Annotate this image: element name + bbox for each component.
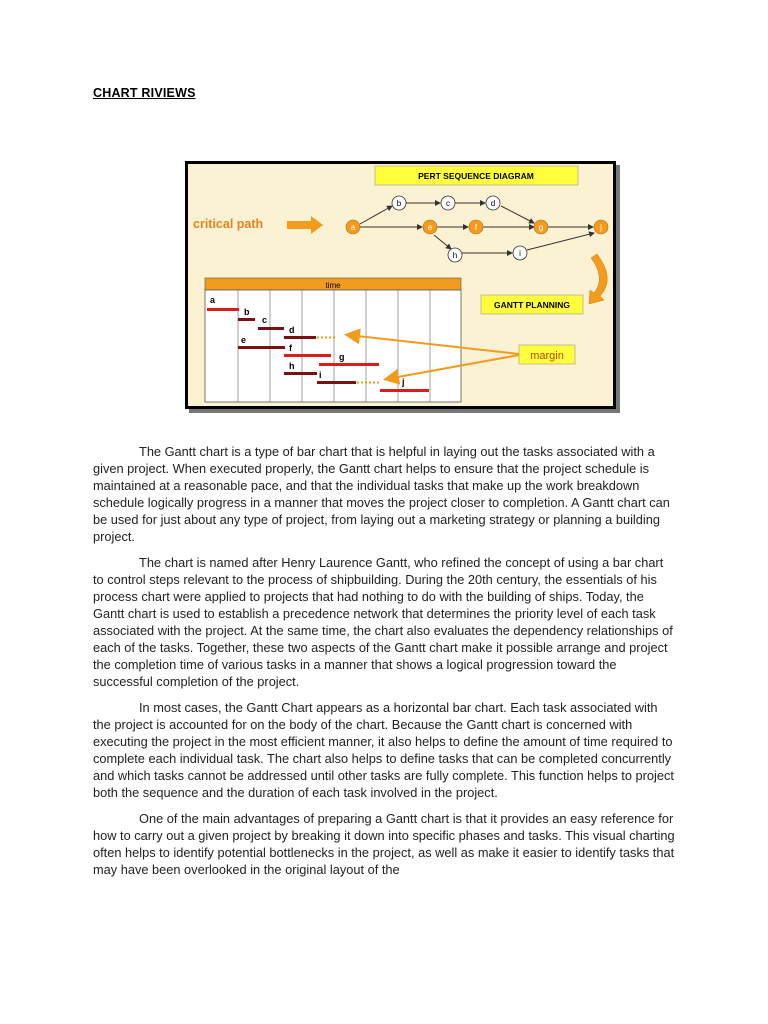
pert-node-d-label: d	[490, 199, 496, 208]
gantt-task-e-label: e	[241, 335, 247, 345]
gantt-task-g-label: g	[339, 352, 345, 362]
gantt-task-b-label: b	[244, 307, 250, 317]
pert-node-i-label: i	[519, 249, 521, 258]
pert-node-g-label: g	[538, 223, 544, 232]
critical-path-arrow-icon	[287, 216, 323, 234]
paragraph-3: In most cases, the Gantt Chart appears as a horizontal bar chart. Each task associated with the project is accounted for on the body of the chart. Because the Gantt chart is concerned with executing the project in the most efficient manner, it also helps to define the amount of time required to complete each individual task. The chart also helps to define tasks that can be completed concurrently and which tasks cannot be addressed until other tasks are fully complete. This function helps to project both the sequence and the duration of each task involved in the project.	[93, 700, 674, 800]
paragraph-2: The chart is named after Henry Laurence Gantt, who refined the concept of using a bar chart to control steps relevant to the process of shipbuilding. During the 20th century, the essentials of his process chart were applied to projects that had nothing to do with the building of ships. Today, the Gantt chart is used to establish a precedence network that determines the priority level of each task associated with the project. At the same time, the chart also evaluates the dependency relationships of each of the tasks. Together, these two aspects of the Gantt chart make it possible arrange and project the completion time of various tasks in a manner that shows a logical progression toward the successful completion of the project.	[93, 555, 673, 689]
pert-node-b	[392, 196, 406, 210]
critical-path-label: critical path	[193, 217, 264, 231]
pert-node-e-label: e	[427, 223, 433, 232]
pert-node-j-label: j	[600, 223, 602, 232]
gantt-task-i-label: i	[319, 370, 322, 380]
gantt-task-h-label: h	[289, 361, 295, 371]
paragraph-1: The Gantt chart is a type of bar chart that is helpful in laying out the tasks associated with a given project. When executed properly, the Gantt chart helps to ensure that the project schedule is maintained at a reasonable pace, and that the individual tasks that make up the work breakdown schedule logically progress in a manner that moves the project closer to completion. A Gantt chart can be used for just about any type of project, from laying out a marketing strategy or planning a building project.	[93, 444, 670, 544]
page-heading: CHART RIVIEWS	[93, 86, 196, 100]
pert-node-f	[469, 220, 483, 234]
pert-gantt-figure	[185, 161, 616, 409]
margin-callout-label: margin	[530, 350, 564, 362]
pert-node-a	[346, 220, 360, 234]
gantt-task-a-label: a	[210, 295, 216, 305]
pert-node-g	[534, 220, 548, 234]
pert-title: PERT SEQUENCE DIAGRAM	[418, 171, 534, 181]
gantt-time-label: time	[325, 281, 341, 290]
pert-node-c	[441, 196, 455, 210]
pert-node-j	[594, 220, 608, 234]
pert-node-a-label: a	[350, 223, 356, 232]
pert-node-f-label: f	[474, 223, 478, 232]
pert-node-i	[513, 246, 527, 260]
pert-node-h-label: h	[452, 251, 458, 260]
pert-node-b-label: b	[396, 199, 402, 208]
pert-to-gantt-arrow-icon	[589, 254, 607, 304]
pert-node-e	[423, 220, 437, 234]
gantt-task-d-label: d	[289, 325, 295, 335]
paragraph-4: One of the main advantages of preparing a Gantt chart is that it provides an easy reference for how to carry out a given project by breaking it down into specific phases and tasks. This visual charting often helps to identify potential bottlenecks in the project, as well as make it easier to identify tasks that may have been overlooked in the original layout of the	[93, 811, 675, 877]
gantt-title: GANTT PLANNING	[493, 300, 571, 310]
body-text	[93, 443, 676, 887]
pert-node-h	[448, 248, 462, 262]
pert-node-c-label: c	[446, 199, 450, 208]
gantt-task-f-label: f	[289, 343, 292, 353]
pert-node-d	[486, 196, 500, 210]
gantt-task-j-label: j	[402, 377, 405, 387]
gantt-task-c-label: c	[262, 315, 268, 325]
